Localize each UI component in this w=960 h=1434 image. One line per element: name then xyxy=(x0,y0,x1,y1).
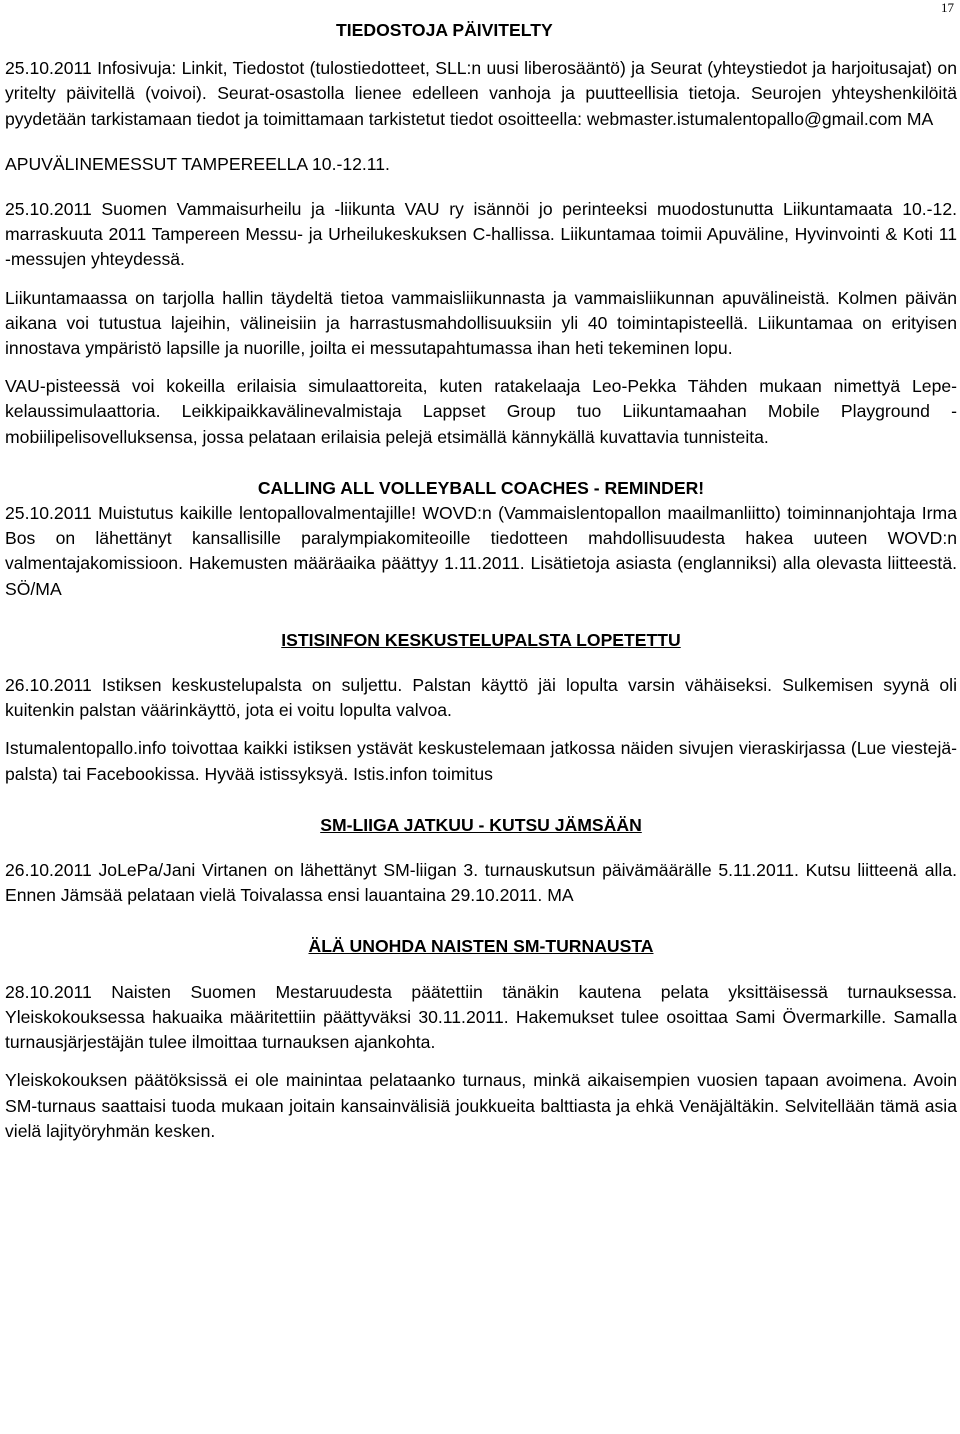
paragraph-naisten-1: 28.10.2011 Naisten Suomen Mestaruudesta päätettiin tänäkin kautena pelata yksittäisessä turnauksessa. Yleiskokouksessa hakuaika määritettiin päättyväksi 30.11.2011. Hakemukset tulee osoittaa Sami Övermarkille. Samalla turnausjärjestäjän tulee ilmoittaa turnauksen ajankohta. xyxy=(5,981,957,1053)
page-number: 17 xyxy=(941,0,954,15)
paragraph-sm-liiga-1: 26.10.2011 JoLePa/Jani Virtanen on lähettänyt SM-liigan 3. turnauskutsun päivämäärälle 5.11.2011. Kutsu liitteenä alla. Ennen Jämsää pelataan vielä Toivalassa ensi lauantaina 29.10.2011. MA xyxy=(5,860,957,906)
heading-sm-liiga: SM-LIIGA JATKUU - KUTSU JÄMSÄÄN xyxy=(320,814,642,835)
heading-naisten-sm-turnaus: ÄLÄ UNOHDA NAISTEN SM-TURNAUSTA xyxy=(308,936,654,957)
paragraph-naisten-2: Yleiskokouksen päätöksissä ei ole mainintaa pelataanko turnaus, minkä aikaisempien vuosien tapaan avoimena. Avoin SM-turnaus saattaisi tuoda mukaan joitain kansainvälisiä joukkueita balttiasta ja ehkä Venäjältäkin. Selvitellään tämä asia vielä lajityöryhmän kesken. xyxy=(5,1070,957,1141)
paragraph-apuvalinemessut-3: VAU-pisteessä voi kokeilla erilaisia simulaattoreita, kuten ratakelaaja Leo-Pekka Tähden mukaan nimettyä Lepe-kelaussimulaattoria. Leikkipaikkavälinevalmistaja Lappset Group tuo Liikuntamaahan Mobile Playground -mobiilipelisovelluksensa, jossa pelataan erilaisia pelejä etsimällä kännykällä kuvattavia tunnisteita. xyxy=(5,376,957,447)
heading-istisinfon-keskustelupalsta: ISTISINFON KESKUSTELUPALSTA LOPETETTU xyxy=(281,629,681,650)
paragraph-apuvalinemessut-2: Liikuntamaassa on tarjolla hallin täydeltä tietoa vammaisliikunnasta ja vammaisliikunnan apuvälineistä. Kolmen päivän aikana voi tutustua lajeihin, välineisiin ja harrastusmahdollisuuksiin yli 40 toimintapisteellä. Liikuntamaa on erityisen innostava ympäristö lapsille ja nuorille, joilta ei messutapahtumassa ihan heti tekeminen lopu. xyxy=(5,287,957,359)
paragraph-tiedostoja-1: 25.10.2011 Infosivuja: Linkit, Tiedostot (tulostiedotteet, SLL:n uusi liberosääntö) ja Seurat (yhteystiedot ja harjoitusajat) on yritelty päivitellä (voivoi). Seurat-osastolla lienee edelleen vanhoja ja puutteellisia tietoja. Seurojen yhteyshenkilöitä pyydetään tarkistamaan tiedot ja toimittamaan tarkistetut tiedot osoitteella: webmaster.istumalentopallo@gmail.com MA xyxy=(5,58,957,129)
paragraph-apuvalinemessut-1: 25.10.2011 Suomen Vammaisurheilu ja -liikunta VAU ry isännöi jo perinteeksi muodostunutta Liikuntamaata 10.-12. marraskuuta 2011 Tampereen Messu- ja Urheilukeskuksen C-hallissa. Liikuntamaa toimii Apuväline, Hyvinvointi & Koti 11 -messujen yhteydessä. xyxy=(5,199,957,270)
heading-tiedostoja-paivitelty: TIEDOSTOJA PÄIVITELTY xyxy=(336,20,553,40)
document-page xyxy=(5,18,957,1144)
paragraph-volleyball-1: 25.10.2011 Muistutus kaikille lentopallovalmentajille! WOVD:n (Vammaislentopallon maailmanliitto) toiminnanjohtaja Irma Bos on lähettänyt kansallisille paralympiakomiteoille tiedotteen mahdollisuudesta hakea uuteen WOVD:n valmentajakomissioon. Hakemusten määräaika päättyy 1.11.2011. Lisätietoja asiasta (englanniksi) alla olevasta liitteestä. SÖ/MA xyxy=(5,503,957,599)
heading-apuvalinemessut: APUVÄLINEMESSUT TAMPEREELLA 10.-12.11. xyxy=(5,153,390,174)
heading-volleyball-coaches: CALLING ALL VOLLEYBALL COACHES - REMINDER! xyxy=(257,477,705,498)
paragraph-istisinfon-1: 26.10.2011 Istiksen keskustelupalsta on suljettu. Palstan käyttö jäi lopulta varsin vähäiseksi. Sulkemisen syynä oli kuitenkin palstan väärinkäyttö, jota ei voitu lopulta valvoa. xyxy=(5,675,957,721)
paragraph-istisinfon-2: Istumalentopallo.info toivottaa kaikki istiksen ystävät keskustelemaan jatkossa näiden sivujen vieraskirjassa (Lue viestejä-palsta) tai Facebookissa. Hyvää istissyksyä. Istis.infon toimitus xyxy=(5,738,957,784)
